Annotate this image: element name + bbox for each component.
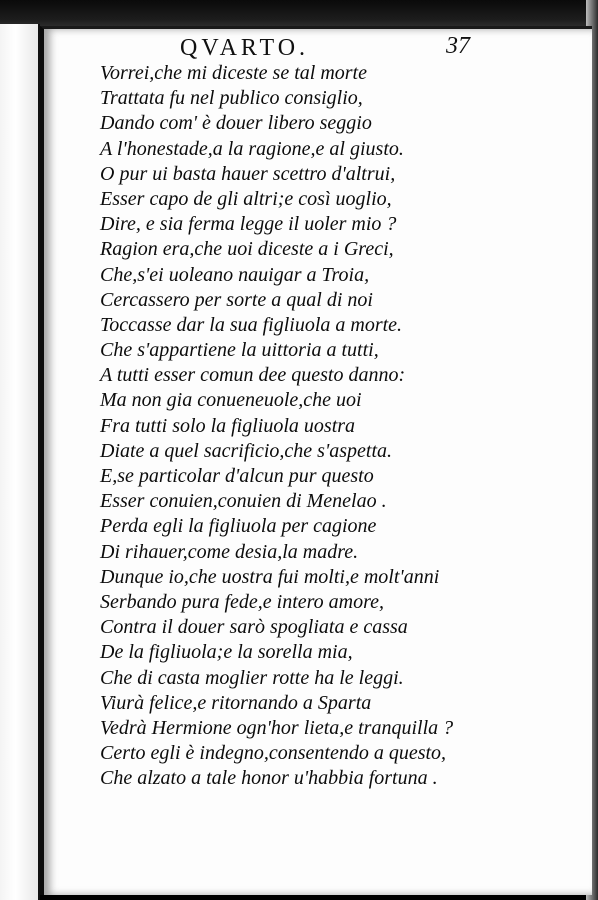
verse-line: Che,s'ei uoleano nauigar a Troia,: [100, 263, 370, 286]
verse-line: Esser capo de gli altri;e così uoglio,: [100, 187, 392, 210]
verse-line: Viurà felice,e ritornando a Sparta: [100, 691, 372, 714]
verse-line: Fra tutti solo la figliuola uostra: [100, 414, 356, 437]
verse-line: Vorrei,che mi diceste se tal morte: [100, 62, 367, 84]
verse-line: Ragion era,che uoi diceste a i Greci,: [100, 238, 394, 261]
verse-line: Dunque io,che uostra fui molti,e molt'anni: [100, 565, 440, 588]
verse-line: O pur ui basta hauer scettro d'altrui,: [100, 162, 396, 185]
verse-line: E,se particolar d'alcun pur questo: [100, 465, 374, 487]
verse-line: Perda egli la figliuola per cagione: [100, 515, 377, 538]
verse-line: Che alzato a tale honor u'habbia fortuna .: [100, 767, 438, 790]
verse-line: Vedrà Hermione ogn'hor lieta,e tranquilla ?: [100, 716, 454, 739]
verse-line: Dando com' è douer libero seggio: [100, 112, 372, 135]
verse-line: Che s'appartiene la uittoria a tutti,: [100, 339, 379, 362]
verse-line: Serbando pura fede,e intero amore,: [100, 590, 385, 613]
facing-page-edge: [0, 24, 40, 900]
verse-line: Dire, e sia ferma legge il uoler mio ?: [100, 213, 397, 236]
verse-line: Di rihauer,come desia,la madre.: [100, 540, 359, 563]
verse-line: Contra il douer sarò spogliata e cassa: [100, 616, 408, 639]
verse-line: Ma non gia conueneuole,che uoi: [100, 389, 362, 412]
verse-line: Cercassero per sorte a qual di noi: [100, 288, 373, 311]
verse-line: Che di casta moglier rotte ha le leggi.: [100, 666, 404, 689]
verse-line: A l'honestade,a la ragione,e al giusto.: [100, 137, 404, 160]
verse-line: A tutti esser comun dee questo danno:: [100, 364, 406, 387]
verse-text-block: [100, 61, 580, 791]
verse-line: Trattata fu nel publico consiglio,: [100, 87, 363, 110]
verse-line: Esser conuien,conuien di Menelao .: [100, 490, 387, 513]
page-number: 37: [446, 33, 470, 59]
verse-line: Certo egli è indegno,consentendo a questo,: [100, 742, 447, 765]
book-page: [40, 26, 592, 895]
verse-line: Toccasse dar la sua figliuola a morte.: [100, 313, 403, 336]
verse-line: De la figliuola;e la sorella mia,: [100, 641, 353, 664]
verse-line: Diate a quel sacrificio,che s'aspetta.: [100, 439, 393, 462]
running-head: QVARTO.: [180, 35, 310, 61]
